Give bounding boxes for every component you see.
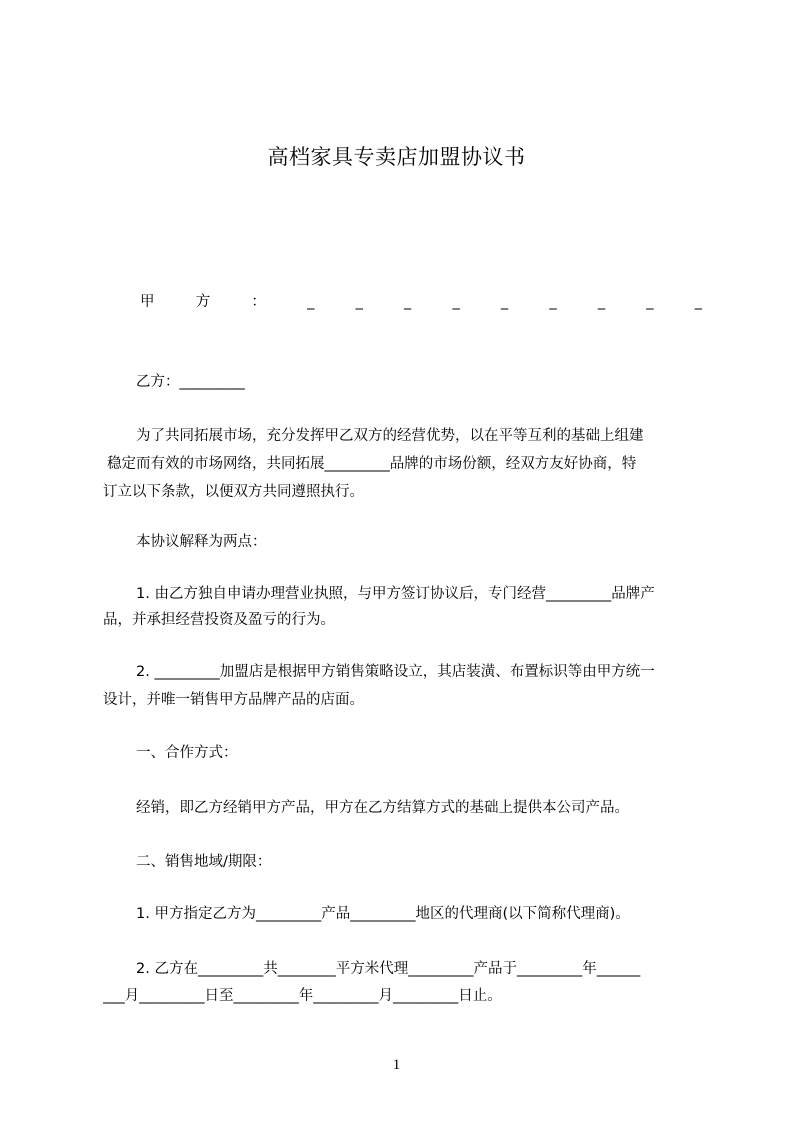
section-one-text: 经销，即乙方经销甲方产品，甲方在乙方结算方式的基础上提供本公司产品。 <box>136 800 629 816</box>
party-a-blank: _ <box>404 294 412 310</box>
point-one-line: 1. 由乙方独自申请办理营业执照，与甲方签订协议后，专门经营_________品牌产 <box>136 586 655 602</box>
page-number: 1 <box>392 1057 401 1073</box>
party-b-line: 乙方：_________ <box>136 374 245 390</box>
party-a-blank: _ <box>500 294 509 310</box>
party-a-char: 甲 <box>140 294 155 310</box>
section-one-heading: 一、合作方式： <box>136 745 238 761</box>
document-title: 高档家具专卖店加盟协议书 <box>267 145 526 169</box>
party-a-char: ： <box>251 294 266 310</box>
point-two-line: 设计，并唯一销售甲方品牌产品的店面。 <box>103 692 364 708</box>
party-a-blank: _ <box>452 294 460 310</box>
party-a-blank: _ <box>355 294 363 310</box>
party-a-blank: _ <box>646 294 654 310</box>
interpretation-heading: 本协议解释为两点： <box>136 534 267 550</box>
clause-one-line: 1. 甲方指定乙方为_________产品_________地区的代理商(以下简称代理商)。 <box>136 906 630 922</box>
party-a-char: 方 <box>195 294 211 310</box>
point-one-line: 品，并承担经营投资及盈亏的行为。 <box>103 612 335 628</box>
intro-line: 订立以下条款，以便双方共同遵照执行。 <box>103 484 364 500</box>
party-a-line <box>140 290 702 314</box>
intro-line: 为了共同拓展市场，充分发挥甲乙双方的经营优势，以在平等互利的基础上组建 <box>136 428 644 444</box>
party-a-blank: _ <box>549 294 557 310</box>
clause-two-line: ___月_________日至_________年_________月_________日止。 <box>103 988 502 1004</box>
party-a-blank: _ <box>307 294 315 310</box>
party-a-blank: _ <box>694 294 702 310</box>
clause-two-line: 2. 乙方在_________共________平方米代理_________产品于_________年______ <box>136 961 641 977</box>
intro-line: 稳定而有效的市场网络，共同拓展_________品牌的市场份额，经双方友好协商，特 <box>107 456 637 472</box>
point-two-line: 2. _________加盟店是根据甲方销售策略设立，其店装潢、布置标识等由甲方统一 <box>136 664 655 680</box>
section-two-heading: 二、销售地域/期限： <box>136 854 272 870</box>
party-a-blank: _ <box>597 294 606 310</box>
